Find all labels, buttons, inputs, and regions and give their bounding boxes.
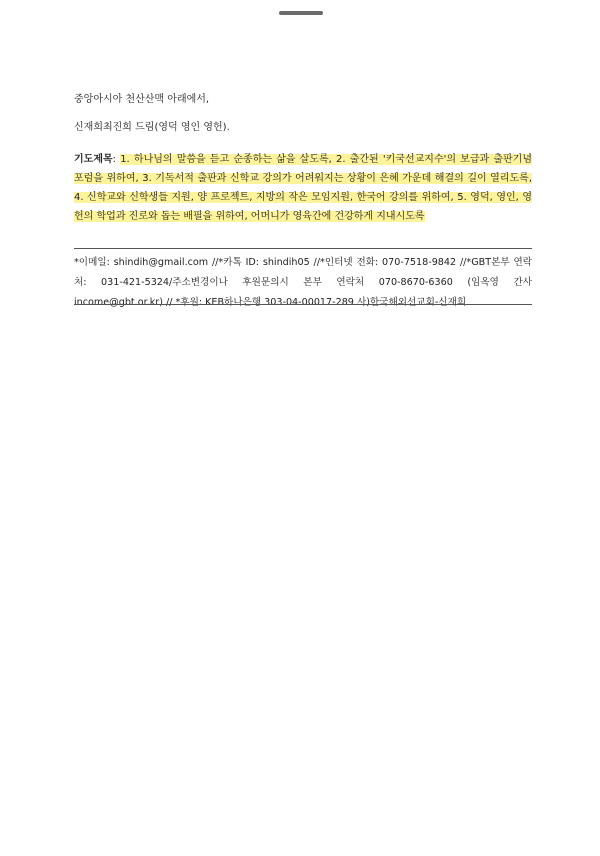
prayer-label: 기도제목 [74,154,113,165]
prayer-text: 1. 하나님의 말씀을 듣고 순종하는 삶을 살도록, 2. 출간된 '키국선교지수'의 보급과 출판기념 포럼을 위하여, 3. 기독서적 출판과 신학교 강의가 어려워지는 상황이 은혜 가운데 해결의 길이 열리도록, 4. 신학교와 신학생들 지원, 양 프로젝트, 지방의 작은 모임지원, 한국어 강의를 위하여, 5. 영덕, 영인, 영헌의 학업과 진로와 돕는 배필을 위하여, 어머니가 영육간에 건강하게 지내시도록 [74,154,532,222]
prayer-colon: : [112,154,121,165]
signature-line: 신재희최진희 드림(영덕 영인 영헌). [74,122,230,133]
prayer-requests [74,150,532,226]
closing-location: 중앙아시아 천산산맥 아래에서, [74,94,210,105]
contact-info: *이메일: shindih@gmail.com //*카톡 ID: shindih05 //*인터넷 전화: 070-7518-9842 //*GBT본부 연락처: 031-421-5324/주소변경이나 후원문의시 본부 연락처 070-8670-6360 (임옥영 간사 income@gbt.or.kr) // *후원: KEB하나은행 303-04-00017-289 사)한국해외선교회-신재희 [74,257,532,308]
divider-top [74,248,532,249]
drag-handle[interactable] [279,11,323,15]
divider-bottom [74,304,532,305]
